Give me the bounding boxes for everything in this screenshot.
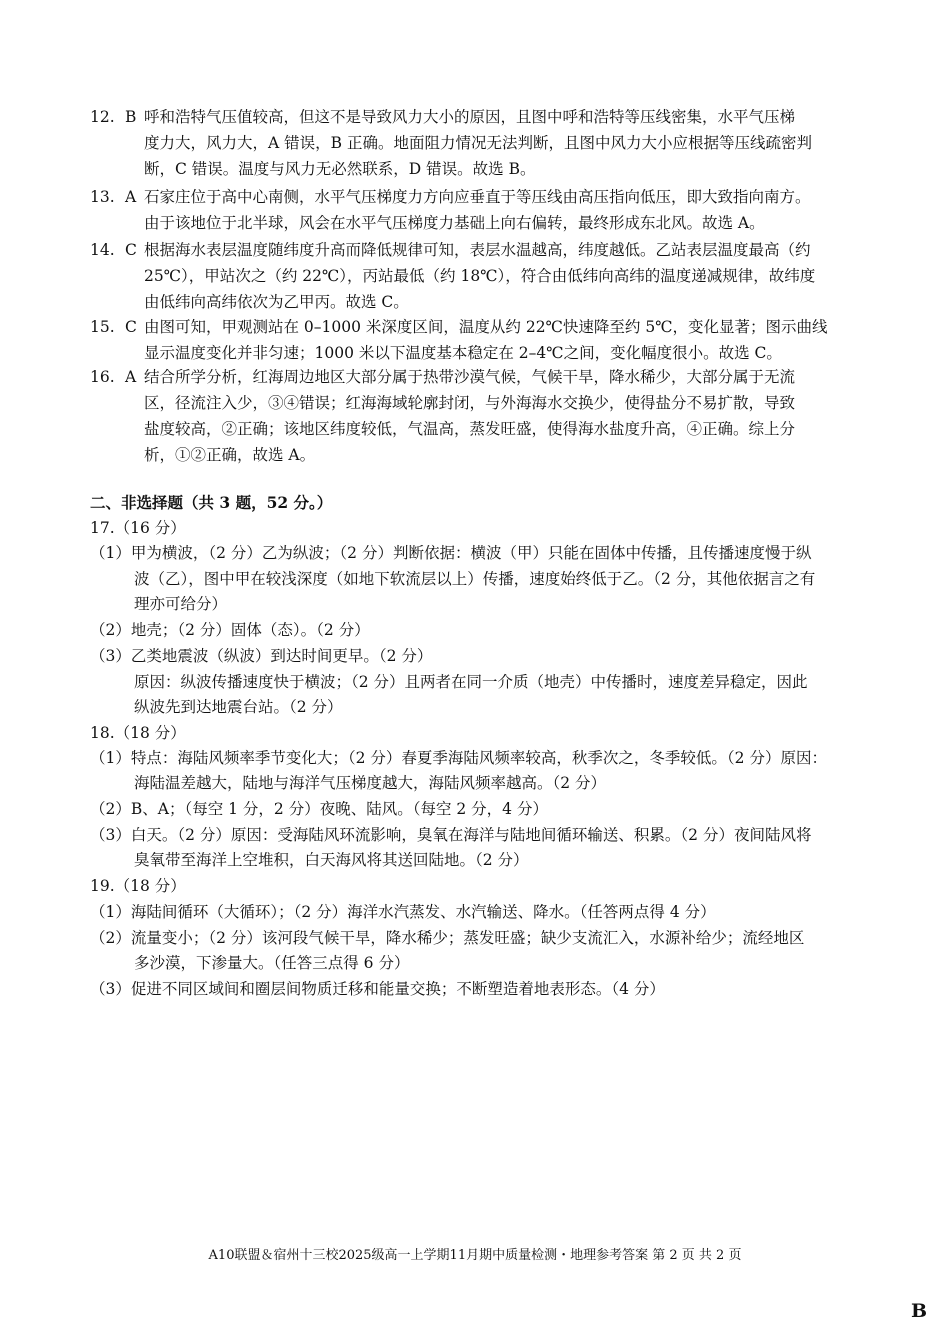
answer-line: （3）白天。（2 分）原因：受海陆风环流影响，臭氧在海洋与陆地间循环输送、积累。（2 分）夜间陆风将 — [90, 826, 812, 844]
answer-line: （1）海陆间循环（大循环）；（2 分）海洋水汽蒸发、水汽输送、降水。（任答两点得 4 分） — [90, 903, 716, 921]
answer-line: 原因：纵波传播速度快于横波；（2 分）且两者在同一介质（地壳）中传播时，速度差异稳定，因此 — [134, 673, 808, 691]
version-mark: B — [911, 1300, 928, 1322]
answer-letter: C — [125, 241, 137, 259]
mc-item-14 — [90, 237, 870, 315]
answer-line: （2）B、A；（每空 1 分，2 分）夜晚、陆风。（每空 2 分，4 分） — [90, 800, 548, 818]
answer-letter: B — [125, 108, 137, 126]
explanation-line: 区，径流注入少，③④错误；红海海域轮廓封闭，与外海海水交换少，使得盐分不易扩散，导致 — [144, 394, 796, 412]
answer-line: 海陆温差越大，陆地与海洋气压梯度越大，海陆风频率越高。（2 分） — [134, 774, 607, 792]
question-number: 12. — [90, 108, 115, 126]
answer-line: （1）特点：海陆风频率季节变化大；（2 分）春夏季海陆风频率较高，秋季次之，冬季较低。（2 分）原因： — [90, 749, 827, 767]
question-number: 13. — [90, 188, 115, 206]
explanation-line: 度力大，风力大，A 错误，B 正确。地面阻力情况无法判断，且图中风力大小应根据等压线疏密判 — [144, 134, 812, 152]
question-number: 14. — [90, 241, 115, 259]
answer-line: （2）地壳；（2 分）固体（态）。（2 分） — [90, 621, 370, 639]
mc-item-13 — [90, 184, 870, 236]
answer-letter: C — [125, 318, 137, 336]
answer-line: 纵波先到达地震台站。（2 分） — [134, 698, 343, 716]
explanation-line: 结合所学分析，红海周边地区大部分属于热带沙漠气候，气候干旱，降水稀少，大部分属于无流 — [144, 368, 796, 386]
question-number: 15. — [90, 318, 115, 336]
question-number: 16. — [90, 368, 115, 386]
explanation-line: 显示温度变化并非匀速；1000 米以下温度基本稳定在 2–4℃之间，变化幅度很小。故选 C。 — [144, 344, 782, 362]
answer-line: 多沙漠，下渗量大。（任答三点得 6 分） — [134, 954, 410, 972]
explanation-line: 析，①②正确，故选 A。 — [144, 446, 316, 464]
answer-letter: A — [125, 368, 137, 386]
explanation-line: 呼和浩特气压值较高，但这不是导致风力大小的原因，且图中呼和浩特等压线密集，水平气压梯 — [144, 108, 796, 126]
explanation-line: 由低纬向高纬依次为乙甲丙。故选 C。 — [144, 293, 409, 311]
explanation-line: 盐度较高，②正确；该地区纬度较低，气温高，蒸发旺盛，使得海水盐度升高，④正确。综上分 — [144, 420, 796, 438]
answer-line: （3）促进不同区域间和圈层间物质迁移和能量交换；不断塑造着地表形态。（4 分） — [90, 980, 665, 998]
answer-line: （1）甲为横波，（2 分）乙为纵波；（2 分）判断依据：横波（甲）只能在固体中传播，且传播速度慢于纵 — [90, 544, 812, 562]
mc-item-15 — [90, 314, 870, 366]
explanation-line: 由于该地位于北半球，风会在水平气压梯度力基础上向右偏转，最终形成东北风。故选 A。 — [144, 214, 765, 232]
mc-item-16 — [90, 364, 870, 468]
answer-line: 臭氧带至海洋上空堆积，白天海风将其送回陆地。（2 分） — [134, 851, 529, 869]
explanation-line: 25℃），甲站次之（约 22℃），丙站最低（约 18℃），符合由低纬向高纬的温度递减规律，故纬度 — [144, 267, 816, 285]
answer-line: （2）流量变小；（2 分）该河段气候干旱，降水稀少；蒸发旺盛；缺少支流汇入，水源补给少；流经地区 — [90, 929, 805, 947]
explanation-line: 石家庄位于高中心南侧，水平气压梯度力方向应垂直于等压线由高压指向低压，即大致指向南方。 — [144, 188, 811, 206]
explanation-line: 根据海水表层温度随纬度升高而降低规律可知，表层水温越高，纬度越低。乙站表层温度最高（约 — [144, 241, 811, 259]
answer-letter: A — [125, 188, 137, 206]
answer-line: 波（乙），图中甲在较浅深度（如地下软流层以上）传播，速度始终低于乙。（2 分，其他依据言之有 — [134, 570, 816, 588]
question-header-17: 17.（16 分） — [90, 519, 186, 537]
page-footer: A10联盟＆宿州十三校2025级高一上学期11月期中质量检测・地理参考答案 第 2 页 共 2 页 — [208, 1248, 742, 1263]
answer-line: 理亦可给分） — [134, 595, 228, 613]
mc-item-12 — [90, 104, 870, 182]
answer-line: （3）乙类地震波（纵波）到达时间更早。（2 分） — [90, 647, 433, 665]
question-header-19: 19.（18 分） — [90, 877, 186, 895]
section-title: 二、非选择题（共 3 题，52 分。） — [90, 493, 333, 512]
explanation-line: 断，C 错误。温度与风力无必然联系，D 错误。故选 B。 — [144, 160, 536, 178]
explanation-line: 由图可知，甲观测站在 0–1000 米深度区间，温度从约 22℃快速降至约 5℃，变化显著；图示曲线 — [144, 318, 828, 336]
question-header-18: 18.（18 分） — [90, 724, 186, 742]
